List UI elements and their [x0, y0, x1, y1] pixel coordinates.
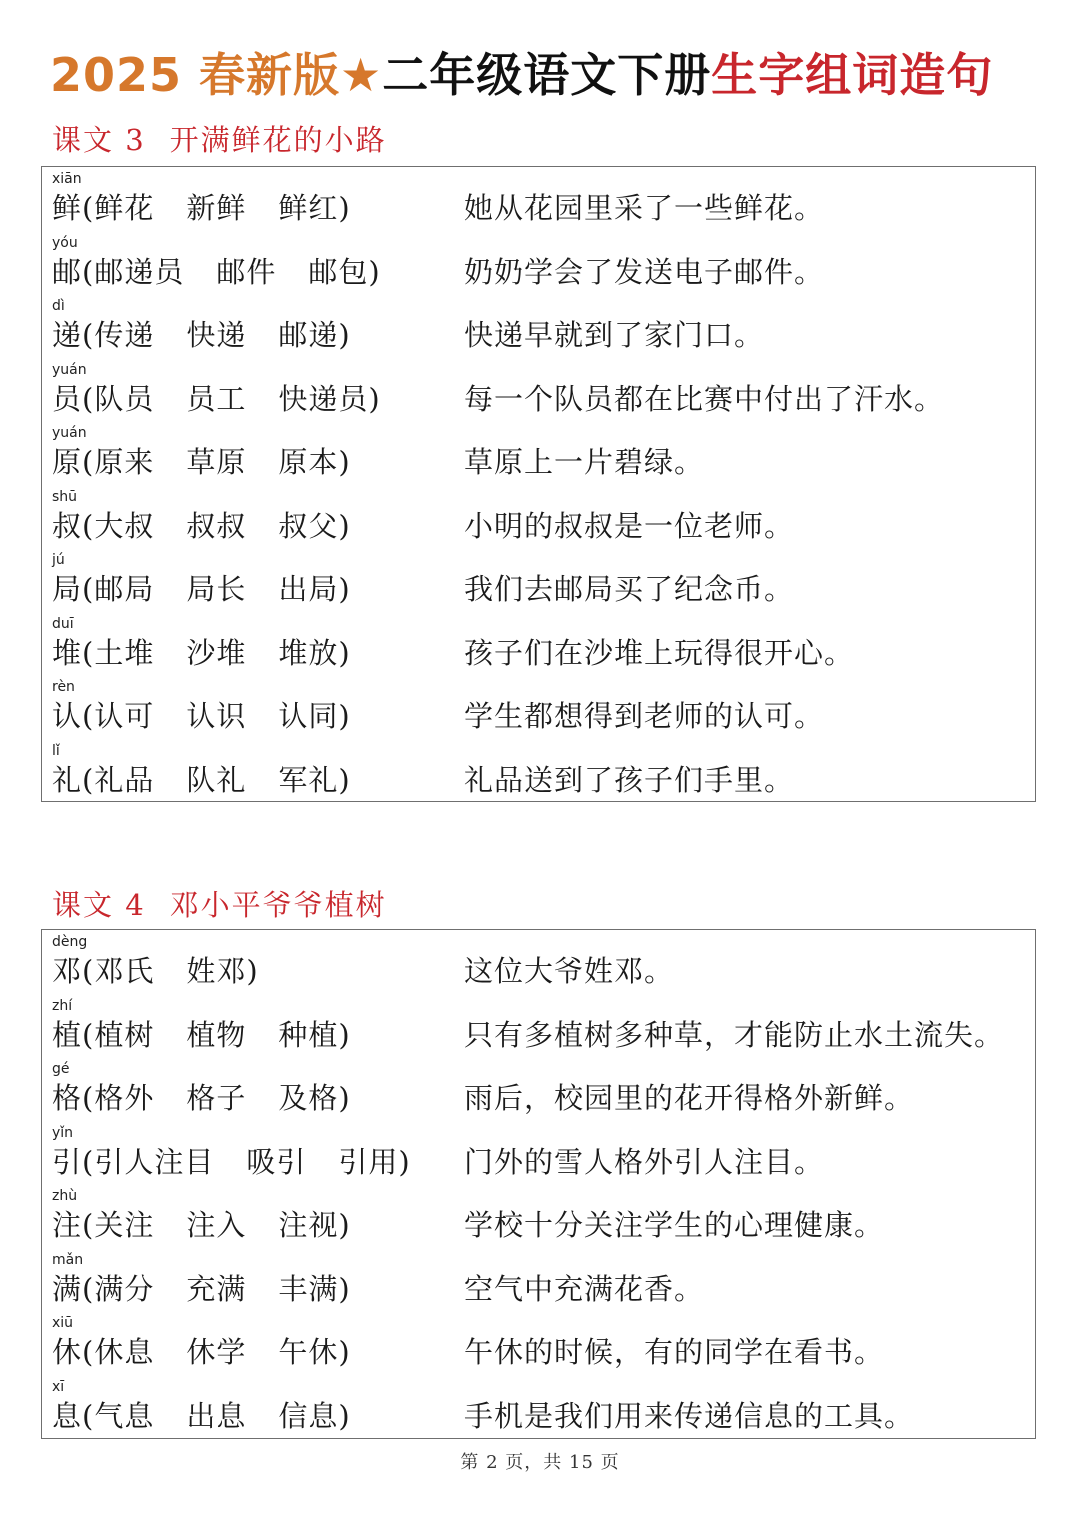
- word: 午休: [278, 1335, 339, 1369]
- page-title: [50, 40, 993, 110]
- table-row: [42, 612, 1035, 676]
- word: 叔父: [278, 508, 339, 543]
- word-group: 原(原来 草原 原本): [52, 445, 351, 479]
- word: 注入: [186, 1208, 247, 1242]
- table-row: [42, 1184, 1035, 1248]
- example-sentence: 空气中充满花香。: [464, 1271, 705, 1306]
- word: 邮局: [94, 572, 155, 606]
- section-title-lesson-3: [52, 120, 387, 160]
- pinyin: xī: [52, 1378, 65, 1395]
- word: 满分: [94, 1271, 155, 1306]
- example-sentence: 只有多植树多种草，才能防止水土流失。: [464, 1017, 1005, 1052]
- pinyin: xiū: [52, 1315, 74, 1331]
- pinyin: mǎn: [52, 1251, 84, 1268]
- example-sentence: 手机是我们用来传递信息的工具。: [464, 1398, 915, 1433]
- word-group: 邓(邓氏 姓邓): [52, 954, 259, 988]
- word: 原本: [278, 445, 339, 479]
- word: 信息: [278, 1398, 339, 1433]
- word: 局长: [186, 572, 247, 606]
- pinyin: dèng: [52, 934, 88, 950]
- word: 出息: [186, 1398, 247, 1433]
- pinyin: yóu: [52, 234, 78, 251]
- word: 鲜红: [278, 191, 339, 225]
- pinyin: duī: [52, 615, 74, 632]
- pinyin: dì: [52, 298, 65, 314]
- word: 堆放: [278, 635, 339, 670]
- word-group: 叔(大叔 叔叔 叔父): [52, 508, 351, 543]
- character: 局: [52, 572, 83, 606]
- word: 姓邓: [186, 954, 247, 988]
- character: 礼: [52, 762, 83, 797]
- pinyin: zhù: [52, 1188, 78, 1204]
- character: 格: [52, 1081, 83, 1115]
- section-title-lesson-4: [52, 885, 387, 925]
- word-group: 植(植树 植物 种植): [52, 1017, 351, 1052]
- lesson-4-table: [41, 929, 1036, 1439]
- character: 原: [52, 445, 83, 479]
- word-group: 满(满分 充满 丰满): [52, 1271, 351, 1306]
- word: 沙堆: [186, 635, 247, 670]
- table-row: [42, 994, 1035, 1058]
- pinyin: zhí: [52, 997, 73, 1014]
- table-row: [42, 294, 1035, 358]
- table-row: [42, 1121, 1035, 1185]
- table-row: [42, 1375, 1035, 1439]
- table-row: [42, 231, 1035, 295]
- word: 鲜花: [94, 191, 155, 225]
- word: 格外: [94, 1081, 155, 1115]
- example-sentence: 我们去邮局买了纪念币。: [464, 572, 795, 606]
- word: 新鲜: [186, 191, 247, 225]
- character: 认: [52, 699, 83, 733]
- example-sentence: 午休的时候，有的同学在看书。: [464, 1335, 885, 1369]
- example-sentence: 奶奶学会了发送电子邮件。: [464, 254, 825, 289]
- word: 植树: [94, 1017, 155, 1052]
- pinyin: rèn: [52, 679, 75, 695]
- word-group: 注(关注 注入 注视): [52, 1208, 351, 1242]
- word: 关注: [94, 1208, 155, 1242]
- pinyin: yuán: [52, 361, 87, 378]
- word-group: 堆(土堆 沙堆 堆放): [52, 635, 351, 670]
- table-row: [42, 485, 1035, 549]
- table-row: [42, 167, 1035, 231]
- word-group: 息(气息 出息 信息): [52, 1398, 351, 1433]
- example-sentence: 快递早就到了家门口。: [464, 318, 765, 352]
- word: 员工: [186, 381, 247, 416]
- section-label: 课文 3: [52, 123, 146, 157]
- word-group: 员(队员 员工 快递员): [52, 381, 381, 416]
- pinyin: yǐn: [52, 1124, 74, 1141]
- title-topic: 生字组词造句: [711, 48, 994, 102]
- word: 休学: [186, 1335, 247, 1369]
- character: 休: [52, 1335, 83, 1369]
- word: 邓氏: [94, 954, 155, 988]
- word: 快递员: [278, 381, 369, 416]
- word-group: 鲜(鲜花 新鲜 鲜红): [52, 191, 351, 225]
- lesson-3-table: [41, 166, 1036, 802]
- word: 邮递: [278, 318, 339, 352]
- pinyin: jú: [52, 552, 65, 568]
- table-row: [42, 675, 1035, 739]
- word: 引用: [338, 1144, 399, 1179]
- character: 邓: [52, 954, 83, 988]
- word: 邮包: [308, 254, 369, 289]
- character: 引: [52, 1144, 83, 1179]
- word: 认可: [94, 699, 155, 733]
- pinyin: yuán: [52, 425, 87, 441]
- title-grade-book: 二年级语文下册: [382, 48, 712, 102]
- pinyin: lǐ: [52, 742, 60, 759]
- word: 充满: [186, 1271, 247, 1306]
- character: 注: [52, 1208, 83, 1242]
- table-row: [42, 548, 1035, 612]
- word: 邮递员: [94, 254, 185, 289]
- table-row: [42, 739, 1035, 803]
- example-sentence: 礼品送到了孩子们手里。: [464, 762, 795, 797]
- word-group: 引(引人注目 吸引 引用): [52, 1144, 411, 1179]
- example-sentence: 她从花园里采了一些鲜花。: [464, 191, 825, 225]
- table-row: [42, 1311, 1035, 1375]
- word: 队礼: [186, 762, 247, 797]
- word: 叔叔: [186, 508, 247, 543]
- word: 吸引: [246, 1144, 307, 1179]
- word: 认识: [186, 699, 247, 733]
- word: 出局: [278, 572, 339, 606]
- word: 礼品: [94, 762, 155, 797]
- page-footer: 第 2 页，共 15 页: [460, 1452, 620, 1473]
- word-group: 邮(邮递员 邮件 邮包): [52, 254, 381, 289]
- example-sentence: 每一个队员都在比赛中付出了汗水。: [464, 381, 945, 416]
- word: 军礼: [278, 762, 339, 797]
- word: 快递: [186, 318, 247, 352]
- word: 大叔: [94, 508, 155, 543]
- example-sentence: 孩子们在沙堆上玩得很开心。: [464, 635, 855, 670]
- word: 邮件: [216, 254, 277, 289]
- word: 格子: [186, 1081, 247, 1115]
- word: 植物: [186, 1017, 247, 1052]
- star-icon: ★: [340, 48, 383, 102]
- character: 邮: [52, 254, 83, 289]
- character: 员: [52, 381, 83, 416]
- word: 丰满: [278, 1271, 339, 1306]
- section-label: 课文 4: [52, 888, 146, 922]
- word: 种植: [278, 1017, 339, 1052]
- table-row: [42, 1057, 1035, 1121]
- word: 休息: [94, 1335, 155, 1369]
- example-sentence: 小明的叔叔是一位老师。: [464, 508, 795, 543]
- pinyin: shū: [52, 488, 78, 505]
- table-row: [42, 930, 1035, 994]
- word: 草原: [186, 445, 247, 479]
- table-row: [42, 421, 1035, 485]
- word: 引人注目: [94, 1144, 215, 1179]
- character: 递: [52, 318, 83, 352]
- word-group: 认(认可 认识 认同): [52, 699, 351, 733]
- pinyin: gé: [52, 1061, 70, 1077]
- word-group: 递(传递 快递 邮递): [52, 318, 351, 352]
- table-row: [42, 1248, 1035, 1312]
- word: 气息: [94, 1398, 155, 1433]
- word: 原来: [94, 445, 155, 479]
- pinyin: xiān: [52, 171, 82, 187]
- word-group: 休(休息 休学 午休): [52, 1335, 351, 1369]
- word-group: 礼(礼品 队礼 军礼): [52, 762, 351, 797]
- character: 堆: [52, 635, 83, 670]
- section-name: 开满鲜花的小路: [169, 123, 387, 157]
- character: 息: [52, 1398, 83, 1433]
- example-sentence: 学校十分关注学生的心理健康。: [464, 1208, 885, 1242]
- word: 队员: [94, 381, 155, 416]
- example-sentence: 草原上一片碧绿。: [464, 445, 705, 479]
- word: 传递: [94, 318, 155, 352]
- word-group: 格(格外 格子 及格): [52, 1081, 351, 1115]
- character: 满: [52, 1271, 83, 1306]
- word: 认同: [278, 699, 339, 733]
- title-year-edition: 2025 春新版: [50, 48, 341, 102]
- word: 土堆: [94, 635, 155, 670]
- example-sentence: 学生都想得到老师的认可。: [464, 699, 825, 733]
- character: 鲜: [52, 191, 83, 225]
- example-sentence: 这位大爷姓邓。: [464, 954, 675, 988]
- section-name: 邓小平爷爷植树: [169, 888, 387, 922]
- word: 及格: [278, 1081, 339, 1115]
- word: 注视: [278, 1208, 339, 1242]
- character: 叔: [52, 508, 83, 543]
- word-group: 局(邮局 局长 出局): [52, 572, 351, 606]
- character: 植: [52, 1017, 83, 1052]
- example-sentence: 雨后，校园里的花开得格外新鲜。: [464, 1081, 915, 1115]
- example-sentence: 门外的雪人格外引人注目。: [464, 1144, 825, 1179]
- table-row: [42, 358, 1035, 422]
